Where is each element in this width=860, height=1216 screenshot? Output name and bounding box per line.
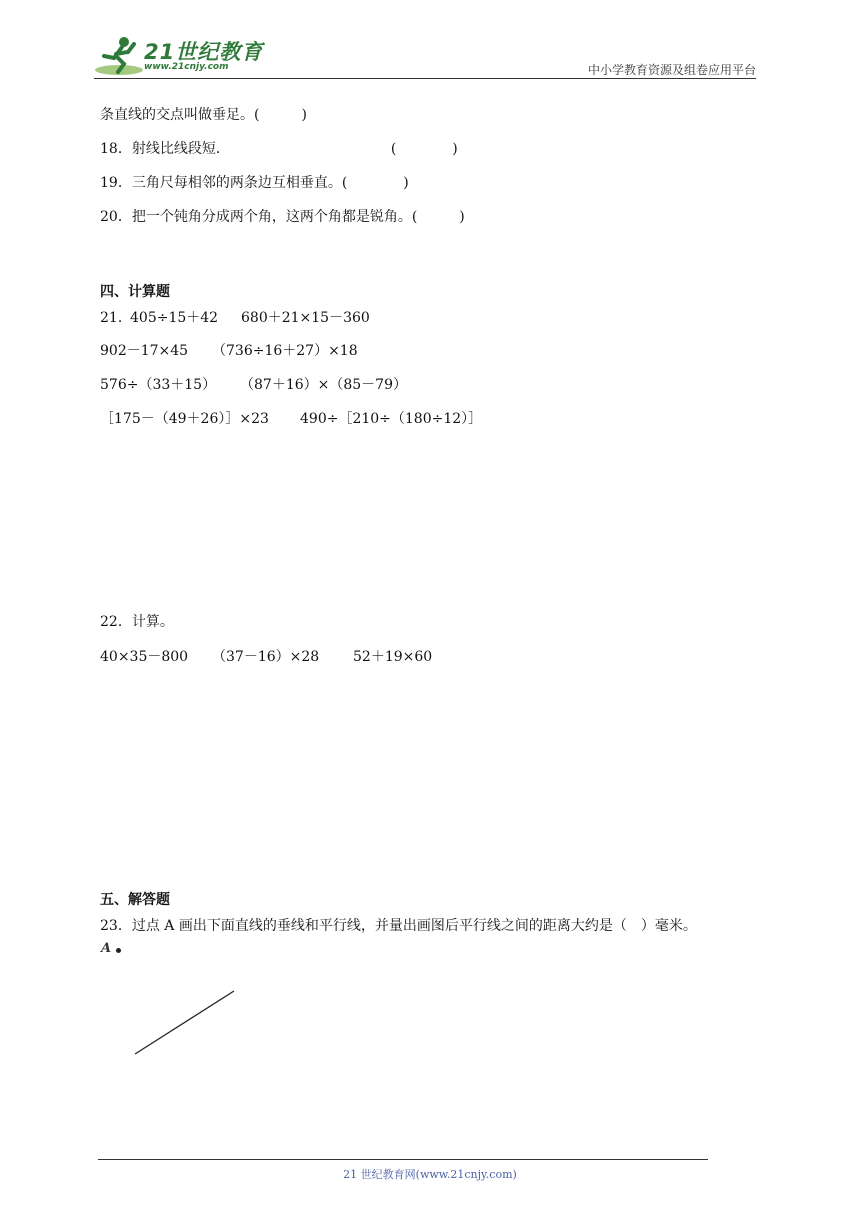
logo-text: 21世纪教育 <box>144 40 264 64</box>
header-platform-text: 中小学教育资源及组卷应用平台 <box>587 63 756 77</box>
question-18: 18．射线比线段短． ( ) <box>100 141 458 157</box>
question-19: 19．三角尺每相邻的两条边互相垂直。( ) <box>100 175 409 191</box>
section-4-heading: 四、计算题 <box>100 284 170 300</box>
question-20: 20．把一个钝角分成两个角，这两个角都是锐角。( ) <box>100 209 465 225</box>
question-17-tail: 条直线的交点叫做垂足。( ) <box>100 107 307 123</box>
calc-expression: 902－17×45 <box>100 343 189 359</box>
logo-subtext: www.21cnjy.com <box>144 62 229 72</box>
footer-text: 21 世纪教育网(www.21cnjy.com) <box>343 1168 517 1181</box>
calc-expression: （37－16）×28 <box>212 649 320 665</box>
calc-expression: ［175－（49＋26）］×23 <box>100 411 269 427</box>
calc-expression: 40×35－800 <box>100 649 189 665</box>
question-22-title: 22．计算。 <box>100 614 174 630</box>
calc-expression: 405÷15＋42 <box>130 310 219 326</box>
calc-expression: （736÷16＋27）×18 <box>212 343 358 359</box>
question-23: 23．过点 A 画出下面直线的垂线和平行线，并量出画图后平行线之间的距离大约是（ ）毫米。 <box>100 918 697 934</box>
calc-expression: 490÷［210÷（180÷12）］ <box>300 411 483 427</box>
point-a-label: A <box>101 941 112 956</box>
calc-expression: （87＋16）×（85－79） <box>240 377 407 393</box>
calc-expression: 576÷（33＋15） <box>100 377 217 393</box>
calc-expression: 52＋19×60 <box>353 649 433 665</box>
section-5-heading: 五、解答题 <box>100 892 170 908</box>
question-21-label: 21． <box>100 310 132 326</box>
calc-expression: 680＋21×15－360 <box>241 310 370 326</box>
given-line <box>135 991 234 1054</box>
footer-divider <box>98 1159 708 1160</box>
